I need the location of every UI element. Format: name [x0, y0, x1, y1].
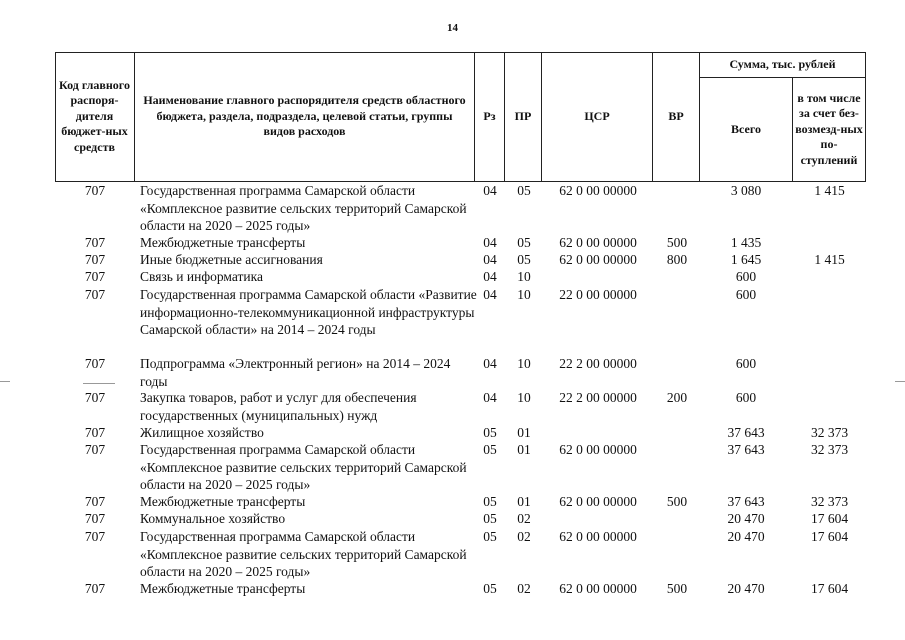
row-rz: 05: [483, 425, 497, 440]
row-gratis: 1 415: [814, 252, 845, 267]
row-code: 707: [84, 252, 106, 267]
row-code: 707: [84, 390, 106, 405]
row-rz: 04: [483, 287, 497, 302]
row-total: 1 435: [730, 235, 762, 250]
row-pr: 02: [517, 529, 531, 544]
row-name: Межбюджетные трансферты: [140, 581, 306, 596]
row-csr: 22 2 00 00000: [559, 390, 637, 405]
row-total: 600: [735, 356, 757, 371]
row-code: 707: [84, 442, 106, 457]
row-total: 37 643: [727, 494, 765, 509]
row-rz: 04: [483, 356, 497, 371]
header-gratis: в том числе за счет без-возмезд-ных по-ступлений: [793, 78, 866, 182]
row-csr: 62 0 00 00000: [559, 252, 637, 267]
row-rz: 04: [483, 390, 497, 405]
page-number: 14: [447, 22, 458, 34]
row-name: Закупка товаров, работ и услуг для обеспечения государственных (муниципальных) нужд: [140, 390, 417, 423]
row-csr: 22 2 00 00000: [559, 356, 637, 371]
row-pr: 10: [517, 356, 531, 371]
row-pr: 10: [517, 287, 531, 302]
header-vr: ВР: [653, 52, 700, 182]
row-rz: 05: [483, 442, 497, 457]
row-pr: 01: [517, 442, 531, 457]
row-pr: 10: [517, 390, 531, 405]
row-name: Подпрограмма «Электронный регион» на 2014 – 2024 годы: [140, 356, 451, 389]
header-csr: ЦСР: [542, 52, 653, 182]
row-name: Межбюджетные трансферты: [140, 235, 306, 250]
row-pr: 05: [517, 235, 531, 250]
header-pr: ПР: [505, 52, 542, 182]
row-pr: 01: [517, 494, 531, 509]
row-gratis: 17 604: [810, 511, 849, 526]
row-name: Государственная программа Самарской области «Комплексное развитие сельских территорий Самарской области на 2020 – 2025 годы»: [140, 529, 467, 579]
row-rz: 04: [483, 235, 497, 250]
row-gratis: 32 373: [810, 425, 849, 440]
row-code: 707: [84, 581, 106, 596]
table-header: [55, 52, 866, 182]
header-name: Наименование главного распорядителя средств областного бюджета, раздела, подраздела, целевой статьи, группы видов расходов: [135, 52, 475, 182]
row-csr: 22 0 00 00000: [559, 287, 637, 302]
row-rz: 05: [483, 494, 497, 509]
row-pr: 01: [517, 425, 531, 440]
row-name: Государственная программа Самарской области «Комплексное развитие сельских территорий Самарской области на 2020 – 2025 годы»: [140, 442, 467, 492]
scan-mark: [895, 381, 905, 382]
row-code: 707: [84, 511, 106, 526]
row-gratis: 32 373: [810, 494, 849, 509]
row-total: 1 645: [730, 252, 762, 267]
row-name: Иные бюджетные ассигнования: [140, 252, 323, 267]
row-total: 600: [735, 269, 757, 284]
row-code: 707: [84, 529, 106, 544]
row-total: 20 470: [727, 529, 765, 544]
row-total: 20 470: [727, 581, 765, 596]
scan-mark: [83, 383, 115, 384]
row-vr: 500: [666, 235, 688, 250]
header-sum: Сумма, тыс. рублей: [700, 52, 866, 78]
row-pr: 02: [517, 581, 531, 596]
scan-mark: [0, 381, 10, 382]
row-csr: 62 0 00 00000: [559, 581, 637, 596]
row-total: 600: [735, 390, 757, 405]
header-code: Код главного распоря-дителя бюджет-ных средств: [55, 52, 135, 182]
row-csr: 62 0 00 00000: [559, 442, 637, 457]
row-code: 707: [84, 287, 106, 302]
row-csr: 62 0 00 00000: [559, 183, 637, 198]
row-name: Государственная программа Самарской области «Развитие информационно-телекоммуникационной инфраструктуры Самарской области» на 2014 – 2024 годы: [140, 287, 477, 337]
row-code: 707: [84, 269, 106, 284]
row-code: 707: [84, 356, 106, 371]
row-name: Межбюджетные трансферты: [140, 494, 306, 509]
row-csr: 62 0 00 00000: [559, 235, 637, 250]
row-total: 37 643: [727, 442, 765, 457]
row-gratis: 17 604: [810, 581, 849, 596]
row-rz: 05: [483, 511, 497, 526]
row-code: 707: [84, 494, 106, 509]
row-code: 707: [84, 235, 106, 250]
row-name: Жилищное хозяйство: [140, 425, 264, 440]
row-rz: 05: [483, 529, 497, 544]
row-name: Связь и информатика: [140, 269, 263, 284]
row-pr: 10: [517, 269, 531, 284]
row-rz: 04: [483, 252, 497, 267]
row-code: 707: [84, 425, 106, 440]
row-vr: 500: [666, 581, 688, 596]
row-name: Коммунальное хозяйство: [140, 511, 286, 526]
row-gratis: 17 604: [810, 529, 849, 544]
row-rz: 04: [483, 269, 497, 284]
header-rz: Рз: [475, 52, 505, 182]
row-vr: 200: [666, 390, 688, 405]
row-code: 707: [84, 183, 106, 198]
row-csr: 62 0 00 00000: [559, 529, 637, 544]
row-total: 3 080: [730, 183, 762, 198]
row-pr: 02: [517, 511, 531, 526]
row-vr: 800: [666, 252, 688, 267]
row-vr: 500: [666, 494, 688, 509]
row-total: 37 643: [727, 425, 765, 440]
row-rz: 04: [483, 183, 497, 198]
row-gratis: 32 373: [810, 442, 849, 457]
row-rz: 05: [483, 581, 497, 596]
row-csr: 62 0 00 00000: [559, 494, 637, 509]
row-name: Государственная программа Самарской области «Комплексное развитие сельских территорий Самарской области на 2020 – 2025 годы»: [140, 183, 467, 233]
row-pr: 05: [517, 252, 531, 267]
header-total: Всего: [700, 78, 793, 182]
row-pr: 05: [517, 183, 531, 198]
row-total: 600: [735, 287, 757, 302]
row-gratis: 1 415: [814, 183, 845, 198]
row-total: 20 470: [727, 511, 765, 526]
